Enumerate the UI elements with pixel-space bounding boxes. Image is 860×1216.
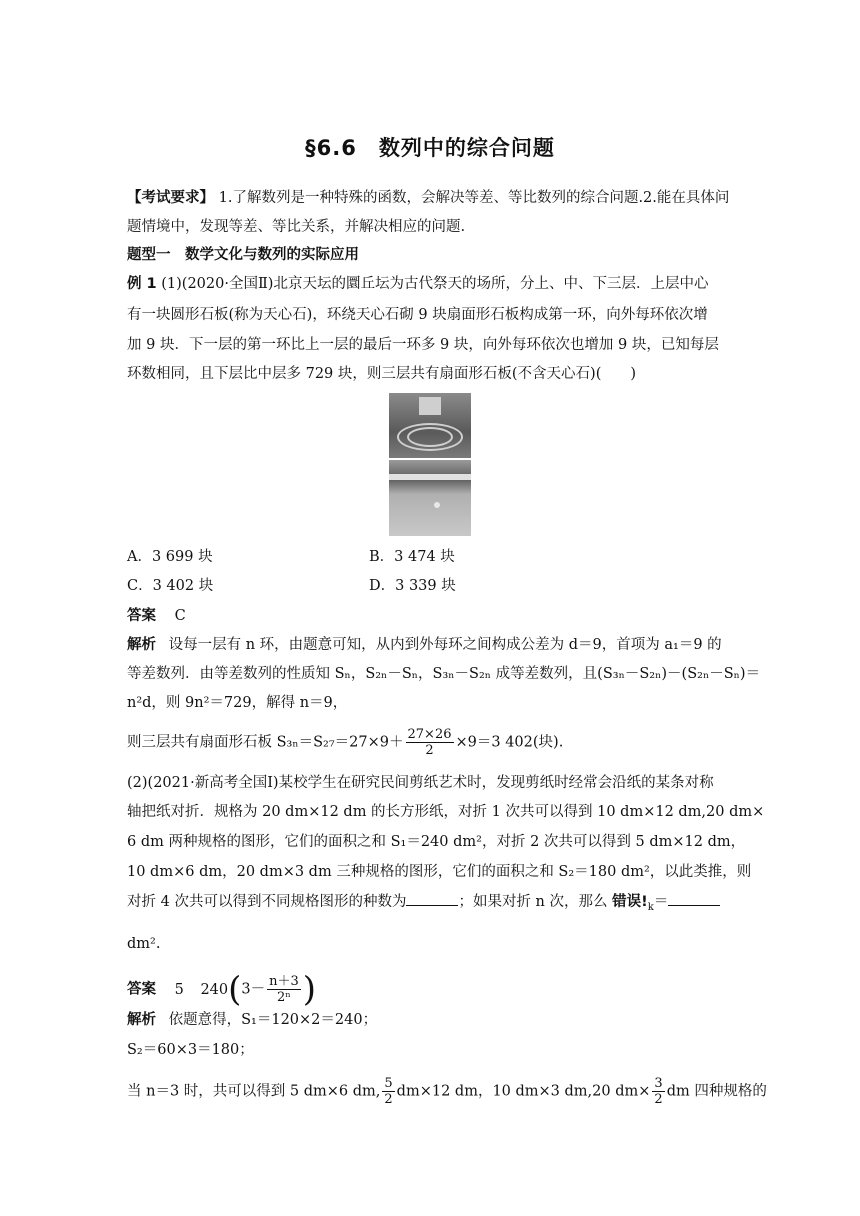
temple-of-heaven-altar-photo <box>389 393 471 458</box>
example-2-line-2: 轴把纸对折．规格为 20 dm×12 dm 的长方形纸，对折 1 次共可以得到 10 dm×12 dm,20 dm× <box>127 804 765 820</box>
example-2-line-6: dm². <box>127 936 161 952</box>
analysis-2-text-1: 依题意得，S₁＝120×2＝240； <box>168 1012 378 1028</box>
option-b: B．3 474 块 <box>369 549 455 565</box>
analysis-1-text-4a: 则三层共有扇面形石板 S₃ₙ＝S₂₇＝27×9＋ <box>127 734 404 751</box>
page-title: §6.6 数列中的综合问题 <box>305 136 555 160</box>
analysis-1-line-1 <box>127 635 737 655</box>
analysis-1-line-2: 等差数列．由等差数列的性质知 Sₙ，S₂ₙ－Sₙ，S₃ₙ－S₂ₙ 成等差数列，且(S₃ₙ－S₂ₙ)－(S₂ₙ－Sₙ)＝ <box>127 666 761 682</box>
answer-blank-2 <box>668 891 720 906</box>
analysis-2-line-3 <box>127 1076 767 1107</box>
analysis-2-text-3b: dm×12 dm，10 dm×3 dm,20 dm× <box>396 1083 651 1100</box>
altar-courtyard-photo <box>389 460 471 536</box>
example-label: 例 1 <box>127 276 157 292</box>
analysis-label: 解析 <box>127 637 156 653</box>
fraction <box>652 1076 664 1107</box>
exam-requirement-line-1 <box>127 188 737 208</box>
answer-2-value-2: 240 <box>200 981 229 998</box>
exam-requirement-line-2: 题情境中，发现等差、等比关系，并解决相应的问题. <box>127 219 466 235</box>
fraction-denominator: 2 <box>425 743 434 758</box>
analysis-label: 解析 <box>127 1012 156 1028</box>
example-1-line-4: 环数相同，且下层比中层多 729 块，则三层共有扇面形石板(不含天心石)( ) <box>127 366 637 382</box>
example-2-line-4: 10 dm×6 dm，20 dm×3 dm 三种规格的图形，它们的面积之和 S₂＝180 dm²，以此类推，则 <box>127 864 752 880</box>
fraction <box>382 1076 394 1107</box>
section-heading: 题型一 数学文化与数列的实际应用 <box>127 247 359 263</box>
error-marker: 错误! <box>612 894 648 910</box>
analysis-1-text-4b: ×9＝3 402(块). <box>455 734 564 751</box>
right-paren: ) <box>302 969 317 1010</box>
example-2-line-5 <box>127 891 737 918</box>
analysis-1-line-4 <box>127 727 737 758</box>
answer-value: C <box>174 608 186 624</box>
example-2-line-1: (2)(2021·新高考全国Ⅰ)某校学生在研究民间剪纸艺术时，发现剪纸时经常会沿纸的某条对称 <box>127 775 714 791</box>
example-1-text-1: (1)(2020·全国Ⅱ)北京天坛的圜丘坛为古代祭天的场所，分上、中、下三层．上层中心 <box>161 276 709 292</box>
answer-2 <box>127 969 737 1010</box>
left-paren: ( <box>228 969 242 1010</box>
fraction <box>267 974 301 1005</box>
equals-sign: ＝ <box>653 894 669 910</box>
analysis-2-text-3a: 当 n＝3 时，共可以得到 5 dm×6 dm, <box>127 1083 381 1100</box>
answer-2-value-1: 5 <box>174 981 184 998</box>
answer-blank-1 <box>406 891 458 906</box>
analysis-1-text-1: 设每一层有 n 环，由题意可知，从内到外每环之间构成公差为 d＝9，首项为 a₁＝9 的 <box>168 637 722 653</box>
analysis-1-line-3: n²d，则 9n²＝729，解得 n＝9， <box>127 695 348 711</box>
fraction-denominator: 2ⁿ <box>277 990 291 1005</box>
fraction-numerator: n＋3 <box>269 974 299 989</box>
fraction-numerator: 5 <box>384 1076 393 1091</box>
analysis-2-line-1 <box>127 1010 737 1030</box>
analysis-2-text-3c: dm 四种规格的 <box>666 1083 767 1100</box>
answer-1 <box>127 606 737 626</box>
answer-label: 答案 <box>127 608 156 624</box>
example-2-text-5a: 对折 4 次共可以得到不同规格图形的种数为 <box>127 894 407 910</box>
example-2-text-5b: ；如果对折 n 次，那么 <box>458 894 608 910</box>
analysis-2-line-2: S₂＝60×3＝180； <box>127 1042 254 1058</box>
fraction <box>406 727 454 758</box>
answer-2-expr: 3－ <box>241 981 266 998</box>
option-c: C．3 402 块 <box>127 578 214 594</box>
example-2-line-3: 6 dm 两种规格的图形，它们的面积之和 S₁＝240 dm²，对折 2 次共可以得到 5 dm×12 dm， <box>127 834 746 850</box>
example-1-line-1 <box>127 274 737 294</box>
example-1-line-2: 有一块圆形石板(称为天心石)，环绕天心石砌 9 块扇面形石板构成第一环，向外每环依次增 <box>127 307 708 323</box>
option-a: A．3 699 块 <box>127 549 213 565</box>
fraction-denominator: 2 <box>654 1092 663 1107</box>
example-1-line-3: 加 9 块．下一层的第一环比上一层的最后一环多 9 块，向外每环依次也增加 9 块，已知每层 <box>127 337 719 353</box>
fraction-denominator: 2 <box>384 1092 393 1107</box>
exam-requirement-tag: 【考试要求】 <box>127 190 214 206</box>
answer-label: 答案 <box>127 981 156 998</box>
error-subscript: k <box>647 901 654 913</box>
fraction-numerator: 3 <box>654 1076 663 1091</box>
option-d: D．3 339 块 <box>369 578 456 594</box>
fraction-numerator: 27×26 <box>407 727 452 742</box>
exam-requirement-text-1: 1.了解数列是一种特殊的函数，会解决等差、等比数列的综合问题.2.能在具体问 <box>218 190 730 206</box>
